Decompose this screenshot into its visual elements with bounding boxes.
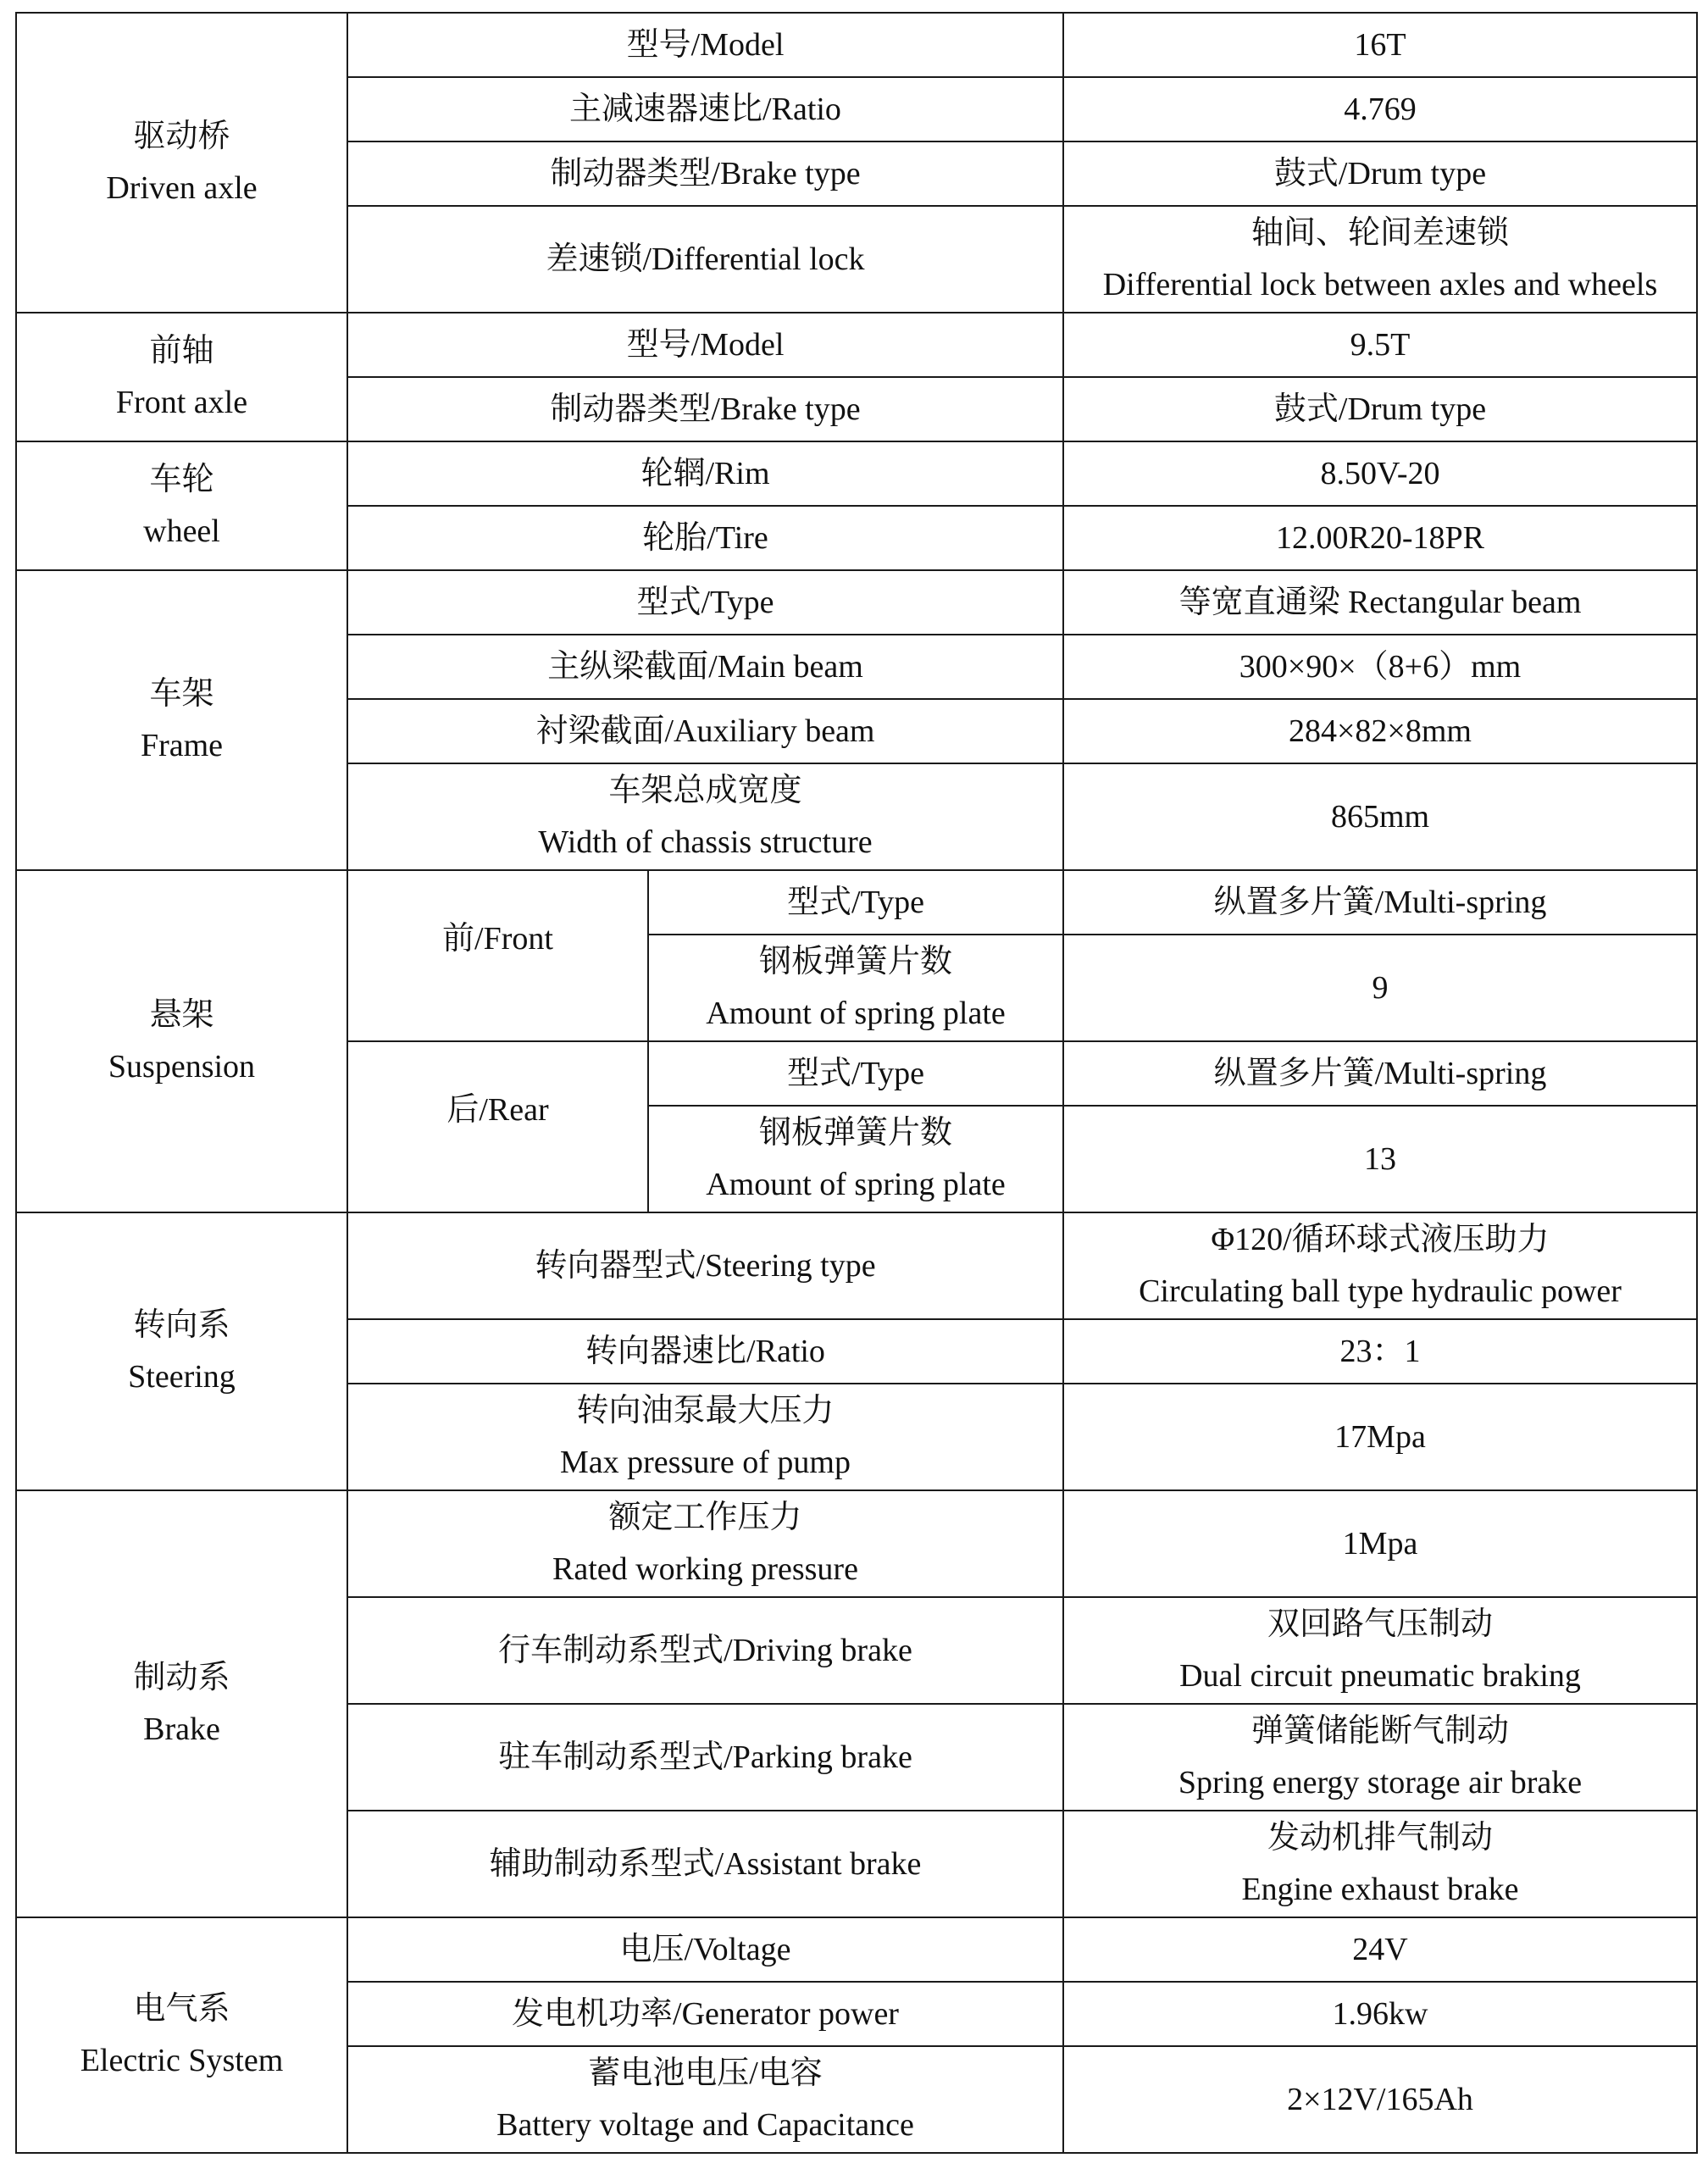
row-value: 9 bbox=[1063, 935, 1697, 1041]
row-label: 车架总成宽度 Width of chassis structure bbox=[347, 763, 1063, 870]
category-brake: 制动系 Brake bbox=[16, 1490, 347, 1917]
row-label: 轮胎/Tire bbox=[347, 506, 1063, 570]
row-label: 钢板弹簧片数 Amount of spring plate bbox=[648, 935, 1063, 1041]
table-row bbox=[16, 1490, 1697, 1597]
category-steering: 转向系 Steering bbox=[16, 1212, 347, 1490]
row-label: 差速锁/Differential lock bbox=[347, 206, 1063, 313]
row-label: 型号/Model bbox=[347, 313, 1063, 377]
category-driven-axle: 驱动桥 Driven axle bbox=[16, 13, 347, 313]
table-row bbox=[16, 1212, 1697, 1319]
row-value: 17Mpa bbox=[1063, 1384, 1697, 1490]
row-value: 双回路气压制动 Dual circuit pneumatic braking bbox=[1063, 1597, 1697, 1704]
row-label: 辅助制动系型式/Assistant brake bbox=[347, 1811, 1063, 1917]
row-value: 8.50V-20 bbox=[1063, 441, 1697, 506]
suspension-rear-label: 后/Rear bbox=[347, 1041, 648, 1212]
row-value: 鼓式/Drum type bbox=[1063, 377, 1697, 441]
row-value: 1.96kw bbox=[1063, 1982, 1697, 2046]
row-label: 轮辋/Rim bbox=[347, 441, 1063, 506]
row-value: Φ120/循环球式液压助力 Circulating ball type hydraulic power bbox=[1063, 1212, 1697, 1319]
table-row bbox=[16, 870, 1697, 935]
row-label: 行车制动系型式/Driving brake bbox=[347, 1597, 1063, 1704]
row-label: 电压/Voltage bbox=[347, 1917, 1063, 1982]
row-label: 型式/Type bbox=[347, 570, 1063, 635]
row-label: 转向器速比/Ratio bbox=[347, 1319, 1063, 1384]
row-value: 等宽直通梁 Rectangular beam bbox=[1063, 570, 1697, 635]
table-row bbox=[16, 570, 1697, 635]
row-label: 发电机功率/Generator power bbox=[347, 1982, 1063, 2046]
row-value: 23：1 bbox=[1063, 1319, 1697, 1384]
row-value: 纵置多片簧/Multi-spring bbox=[1063, 870, 1697, 935]
table-row bbox=[16, 1917, 1697, 1982]
row-label: 主减速器速比/Ratio bbox=[347, 77, 1063, 141]
category-wheel: 车轮 wheel bbox=[16, 441, 347, 570]
table-row bbox=[16, 13, 1697, 77]
row-value: 1Mpa bbox=[1063, 1490, 1697, 1597]
suspension-front-label: 前/Front bbox=[347, 870, 648, 1041]
row-label: 型式/Type bbox=[648, 1041, 1063, 1106]
row-value: 纵置多片簧/Multi-spring bbox=[1063, 1041, 1697, 1106]
row-value: 9.5T bbox=[1063, 313, 1697, 377]
row-value: 发动机排气制动 Engine exhaust brake bbox=[1063, 1811, 1697, 1917]
row-value: 鼓式/Drum type bbox=[1063, 141, 1697, 206]
row-value: 865mm bbox=[1063, 763, 1697, 870]
row-value: 4.769 bbox=[1063, 77, 1697, 141]
row-label: 钢板弹簧片数 Amount of spring plate bbox=[648, 1106, 1063, 1212]
row-value: 12.00R20-18PR bbox=[1063, 506, 1697, 570]
row-label: 型式/Type bbox=[648, 870, 1063, 935]
category-electric-system: 电气系 Electric System bbox=[16, 1917, 347, 2153]
category-front-axle: 前轴 Front axle bbox=[16, 313, 347, 441]
table-row bbox=[16, 313, 1697, 377]
row-label: 转向油泵最大压力 Max pressure of pump bbox=[347, 1384, 1063, 1490]
row-value: 300×90×（8+6）mm bbox=[1063, 635, 1697, 699]
row-label: 驻车制动系型式/Parking brake bbox=[347, 1704, 1063, 1811]
row-value: 2×12V/165Ah bbox=[1063, 2046, 1697, 2153]
row-label: 型号/Model bbox=[347, 13, 1063, 77]
row-value: 13 bbox=[1063, 1106, 1697, 1212]
row-value: 弹簧储能断气制动 Spring energy storage air brake bbox=[1063, 1704, 1697, 1811]
row-label: 转向器型式/Steering type bbox=[347, 1212, 1063, 1319]
row-value: 16T bbox=[1063, 13, 1697, 77]
row-label: 制动器类型/Brake type bbox=[347, 377, 1063, 441]
row-label: 额定工作压力 Rated working pressure bbox=[347, 1490, 1063, 1597]
row-value: 24V bbox=[1063, 1917, 1697, 1982]
row-label: 衬梁截面/Auxiliary beam bbox=[347, 699, 1063, 763]
row-value: 284×82×8mm bbox=[1063, 699, 1697, 763]
row-label: 制动器类型/Brake type bbox=[347, 141, 1063, 206]
row-value: 轴间、轮间差速锁 Differential lock between axles and wheels bbox=[1063, 206, 1697, 313]
category-frame: 车架 Frame bbox=[16, 570, 347, 870]
spec-table bbox=[15, 12, 1698, 2154]
category-suspension: 悬架 Suspension bbox=[16, 870, 347, 1212]
table-row bbox=[16, 441, 1697, 506]
row-label: 主纵梁截面/Main beam bbox=[347, 635, 1063, 699]
row-label: 蓄电池电压/电容 Battery voltage and Capacitance bbox=[347, 2046, 1063, 2153]
